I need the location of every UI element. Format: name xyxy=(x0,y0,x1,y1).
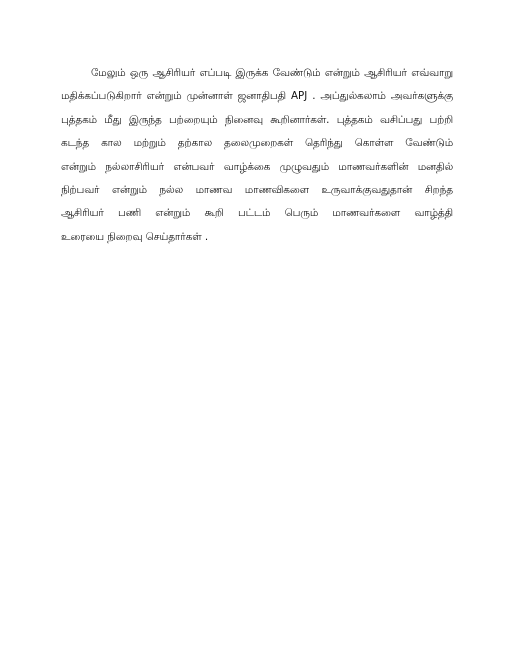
paragraph-line: கடந்த கால மற்றும் தற்கால தலைமுறைகள் தெரிந்து கொள்ள வேண்டும் xyxy=(61,137,453,150)
paragraph-line: மேலும் ஒரு ஆசிரியர் எப்படி இருக்க வேண்டும் என்றும் ஆசிரியர் எவ்வாறு xyxy=(91,67,453,79)
paragraph-line: உரையை நிறைவு செய்தார்கள் . xyxy=(61,230,209,243)
paragraph-line: என்றும் நல்லாசிரியர் என்பவர் வாழ்க்கை முழுவதும் மாணவர்களின் மனதில் xyxy=(61,160,453,173)
paragraph-line: ஆசிரியர் பணி என்றும் கூறி பட்டம் பெரும் மாணவர்களை வாழ்த்தி xyxy=(61,207,453,220)
paragraph-line: புத்தகம் மீது இருந்த பற்றையும் நினைவு கூறினார்கள். புத்தகம் வசிப்பது பற்றி xyxy=(61,113,453,126)
paragraph-line: மதிக்கப்படுகிறார் என்றும் முன்னாள் ஜனாதிபதி APJ . அப்துல்கலாம் அவர்களுக்கு xyxy=(61,90,453,103)
body-paragraph xyxy=(61,62,453,249)
paragraph-line: நிற்பவர் என்றும் நல்ல மாணவ மாணவிகளை உருவாக்குவதுதான் சிறந்த xyxy=(61,183,453,196)
